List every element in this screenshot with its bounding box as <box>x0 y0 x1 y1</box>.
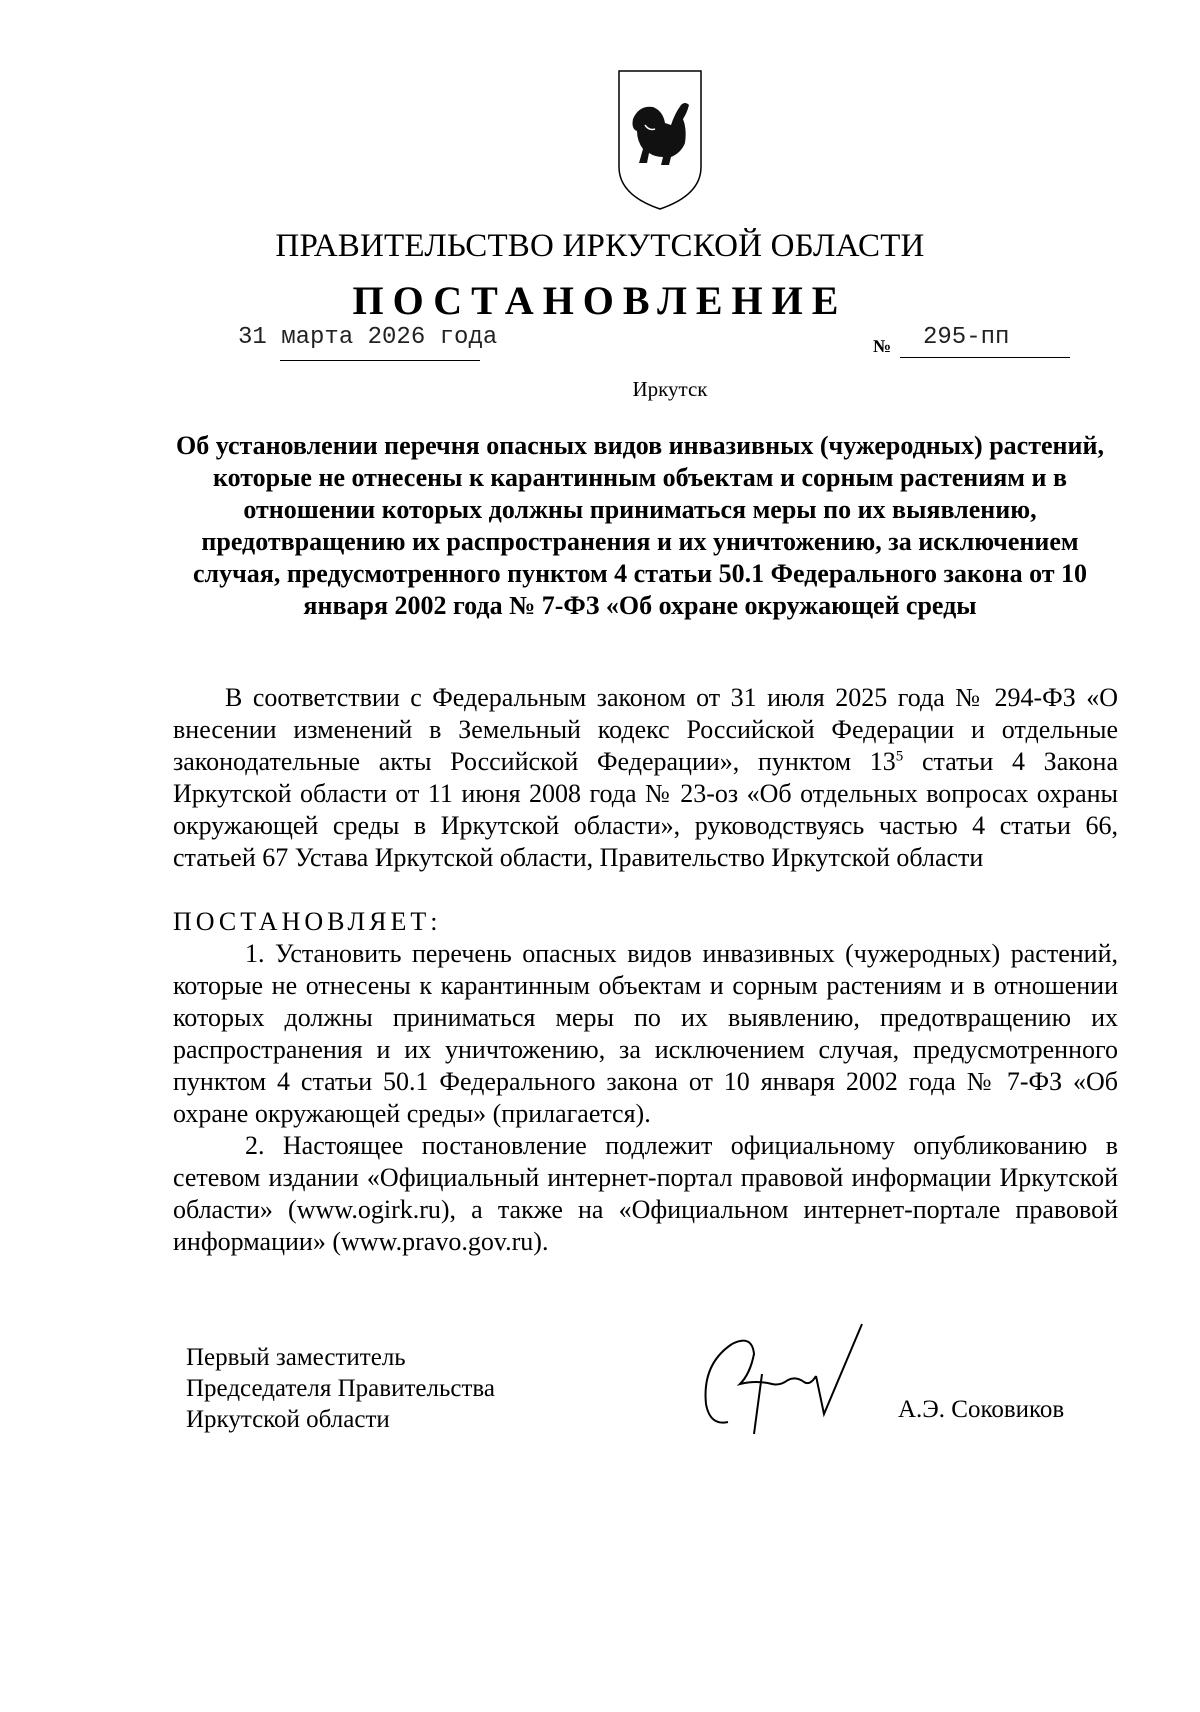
decree-word: ПОСТАНОВЛЯЕТ: <box>173 907 442 936</box>
handwritten-signature-icon <box>692 1314 922 1444</box>
document-number: 295-пп <box>923 324 1010 351</box>
signer-position-line2: Председателя Правительства <box>186 1375 495 1402</box>
city: Иркутск <box>632 377 708 401</box>
preamble-part1: В соответствии с Федеральным законом от 31 июля 2025 года № 294-ФЗ «О внесении изменений в Земельный кодекс Российской Федерации и отдельные законодательные акты Российской Федерации», пунктом 13 <box>173 683 1118 776</box>
preamble-superscript: 5 <box>895 748 904 765</box>
coat-of-arms-icon <box>615 67 705 213</box>
item-2-paragraph: 2. Настоящее постановление подлежит официальному опубликованию в сетевом издании «Официальный интернет-портал правовой информации Иркутской области» (www.ogirk.ru), а также на «Официальном интернет-портале правовой информации» (www.pravo.gov.ru). <box>173 1131 1118 1256</box>
number-sign: № <box>873 336 892 356</box>
preamble-part2: статьи 4 Закона Иркутской области от 11 июня 2008 года № 23-оз «Об отдельных вопросах охраны окружающей среды в Иркутской области», руководствуясь частью 4 статьи 66, статьей 67 Устава Иркутской области, Правительство Иркутской области <box>173 747 1118 872</box>
number-underline <box>900 357 1070 358</box>
signer-name: А.Э. Соковиков <box>898 1396 1065 1423</box>
preamble-paragraph <box>173 682 1118 874</box>
government-title: ПРАВИТЕЛЬСТВО ИРКУТСКОЙ ОБЛАСТИ <box>275 228 925 264</box>
signer-position-line1: Первый заместитель <box>186 1344 406 1371</box>
date-underline <box>280 360 480 361</box>
signer-position <box>186 1342 495 1435</box>
document-heading: Об установлении перечня опасных видов инвазивных (чужеродных) растений, которые не отнесены к карантинным объектам и сорным растениям и в отношении которых должны приниматься меры по их выявлению, предотвращению их распространения и их уничтожению, за исключением случая, предусмотренного пунктом 4 статьи 50.1 Федерального закона от 10 января 2002 года № 7-ФЗ «Об охране окружающей среды <box>176 431 1104 620</box>
item-1-paragraph: 1. Установить перечень опасных видов инвазивных (чужеродных) растений, которые не отнесены к карантинным объектам и сорным растениям и в отношении которых должны приниматься меры по их выявлению, предотвращению их распространения и их уничтожению, за исключением случая, предусмотренного пунктом 4 статьи 50.1 Федерального закона от 10 января 2002 года № 7-ФЗ «Об охране окружающей среды» (прилагается). <box>173 939 1118 1128</box>
document-type: ПОСТАНОВЛЕНИЕ <box>352 278 848 323</box>
signer-position-line3: Иркутской области <box>186 1406 390 1433</box>
document-date: 31 марта 2026 года <box>238 324 498 351</box>
